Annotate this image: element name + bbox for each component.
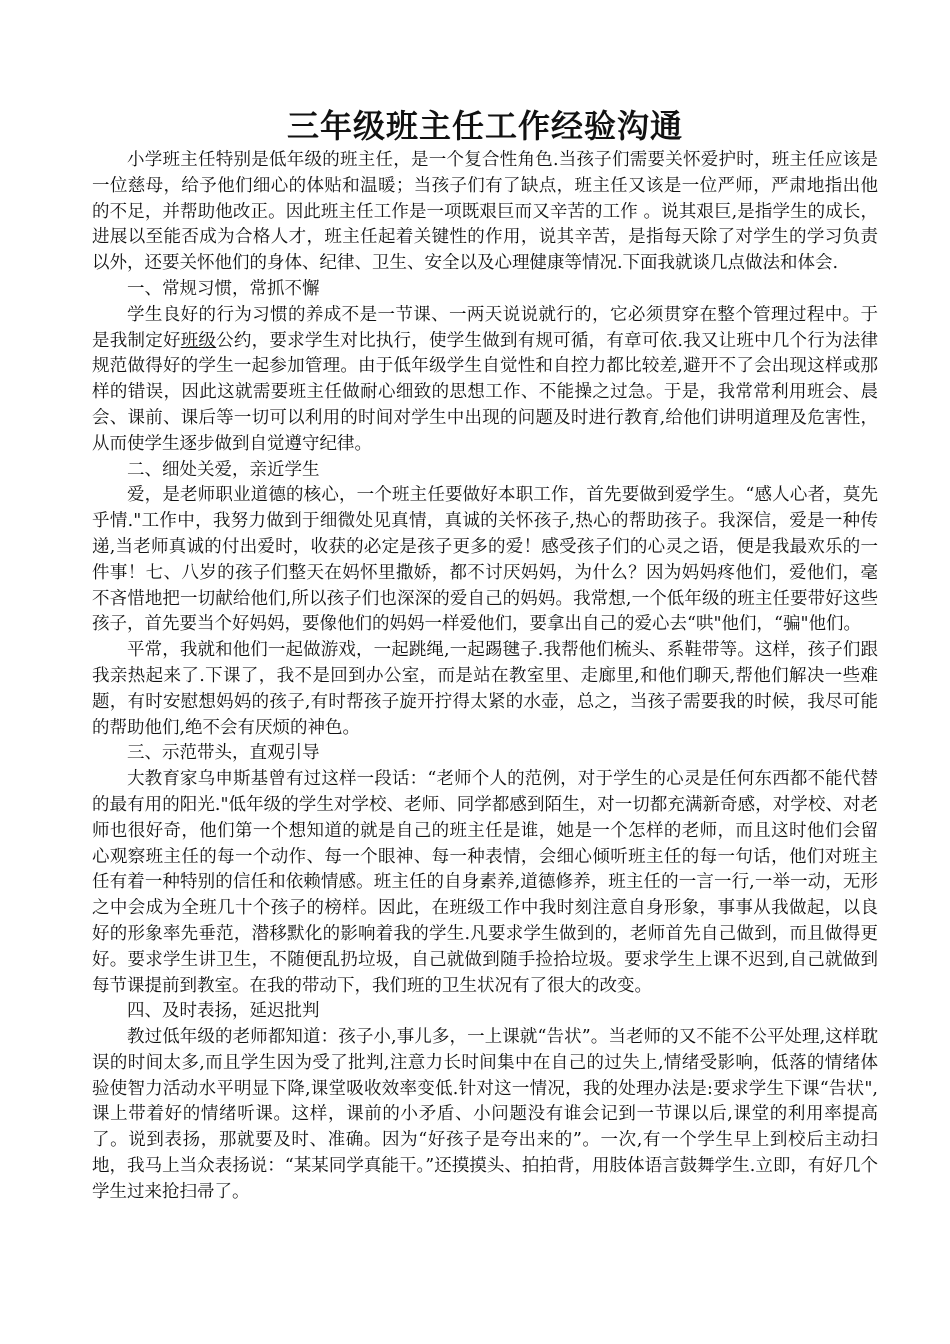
section-heading-4: 四、及时表扬，延迟批判 bbox=[127, 1001, 320, 1022]
section-2-paragraph-2: 平常，我就和他们一起做游戏，一起跳绳,一起踢毽子.我帮他们梳头、系鞋带等。这样，孩子们跟我亲热起来了.下课了，我不是回到办公室，而是站在教室里、走廊里,和他们聊天,帮他们解决一些难题，有时安慰想妈妈的孩子,有时帮孩子旋开拧得太紧的水壶，总之，当孩子需要我的时候，我尽可能的帮助他们,绝不会有厌烦的神色。 bbox=[92, 640, 878, 738]
document-title: 三年级班主任工作经验沟通 bbox=[286, 107, 683, 145]
section-heading-1: 一、常规习惯，常抓不懈 bbox=[127, 278, 320, 299]
section-2-paragraph-1: 爱，是老师职业道德的核心，一个班主任要做好本职工作，首先要做到爱学生。“感人心者，莫先乎情."工作中，我努力做到于细微处见真情，真诚的关怀孩子,热心的帮助孩子。我深信，爱是一种传递,当老师真诚的付出爱时，收获的必定是孩子更多的爱！感受孩子们的心灵之语，便是我最欢乐的一件事！七、八岁的孩子们整天在妈怀里撒娇，都不讨厌妈妈，为什么？因为妈妈疼他们，爱他们，毫不吝惜地把一切献给他们,所以孩子们也深深的爱自己的妈妈。我常想,一个低年级的班主任要带好这些孩子，首先要当个好妈妈，要像他们的妈妈一样爱他们，要拿出自己的爱心去“哄"他们，“骗"他们。 bbox=[92, 485, 878, 635]
intro-paragraph: 小学班主任特别是低年级的班主任，是一个复合性角色.当孩子们需要关怀爱护时，班主任应该是一位慈母，给予他们细心的体贴和温暖；当孩子们有了缺点，班主任又该是一位严师，严肃地指出他的不足，并帮助他改正。因此班主任工作是一项既艰巨而又辛苦的工作 。说其艰巨,是指学生的成长，进展以至能否成为合格人才，班主任起着关键性的作用，说其辛苦，是指每天除了对学生的学习负责以外，还要关怀他们的身体、纪律、卫生、安全以及心理健康等情况.下面我就谈几点做法和体会. bbox=[92, 150, 878, 274]
section-1-text-after: 公约，要求学生对比执行，使学生做到有规可循，有章可依.我又让班中几个行为法律规范做得好的学生一起参加管理。由于低年级学生自觉性和自控力都比较差,避开不了会出现这样或那样的错误，因此这就需要班主任做耐心细致的思想工作、不能操之过急。于是，我常常利用班会、晨会、课前、课后等一切可以利用的时间对学生中出现的问题及时进行教育,给他们讲明道理及危害性，从而使学生逐步做到自觉遵守纪律。 bbox=[92, 330, 879, 454]
document-page bbox=[92, 104, 878, 1206]
section-heading-3: 三、示范带头，直观引导 bbox=[127, 743, 320, 764]
section-4-paragraph: 教过低年级的老师都知道：孩子小,事儿多，一上课就“告状”。当老师的又不能不公平处理,这样耽误的时间太多,而且学生因为受了批判,注意力长时间集中在自己的过失上,情绪受影响，低落的情绪体验使智力活动水平明显下降,课堂吸收效率变低.针对这一情况，我的处理办法是:要求学生下课“告状",课上带着好的情绪听课。这样，课前的小矛盾、小问题没有谁会记到一节课以后,课堂的利用率提高了。说到表扬，那就要及时、准确。因为“好孩子是夸出来的”。一次,有一个学生早上到校后主动扫地，我马上当众表扬说：“某某同学真能干。”还摸摸头、拍拍背，用肢体语言鼓舞学生.立即，有好几个学生过来抢扫帚了。 bbox=[92, 1027, 878, 1202]
class-link[interactable]: 班级 bbox=[180, 330, 217, 351]
section-3-paragraph: 大教育家乌申斯基曾有过这样一段话：“老师个人的范例，对于学生的心灵是任何东西都不能代替的最有用的阳光."低年级的学生对学校、老师、同学都感到陌生，对一切都充满新奇感，对学校、对老师也很好奇，他们第一个想知道的就是自己的班主任是谁，她是一个怎样的老师，而且这时他们会留心观察班主任的每一个动作、每一个眼神、每一种表情，会细心倾听班主任的每一句话，他们对班主任有着一种特别的信任和依赖情感。班主任的自身素养,道德修养，班主任的一言一行,一举一动，无形之中会成为全班几十个孩子的榜样。因此，在班级工作中我时刻注意自身形象，事事从我做起，以良好的形象率先垂范，潜移默化的影响着我的学生.凡要求学生做到的，老师首先自己做到，而且做得更好。要求学生讲卫生，不随便乱扔垃圾，自己就做到随手捡拾垃圾。要求学生上课不迟到,自己就做到每节课提前到教室。在我的带动下，我们班的卫生状况有了很大的改变。 bbox=[92, 769, 878, 996]
section-1-text-before: 学生良好的行为习惯的养成不是一节课、一两天说说就行的，它必须贯穿在整个管理过程中。于是我制定好 bbox=[92, 304, 878, 351]
section-heading-2: 二、细处关爱，亲近学生 bbox=[127, 459, 320, 480]
section-1-paragraph bbox=[92, 303, 878, 458]
